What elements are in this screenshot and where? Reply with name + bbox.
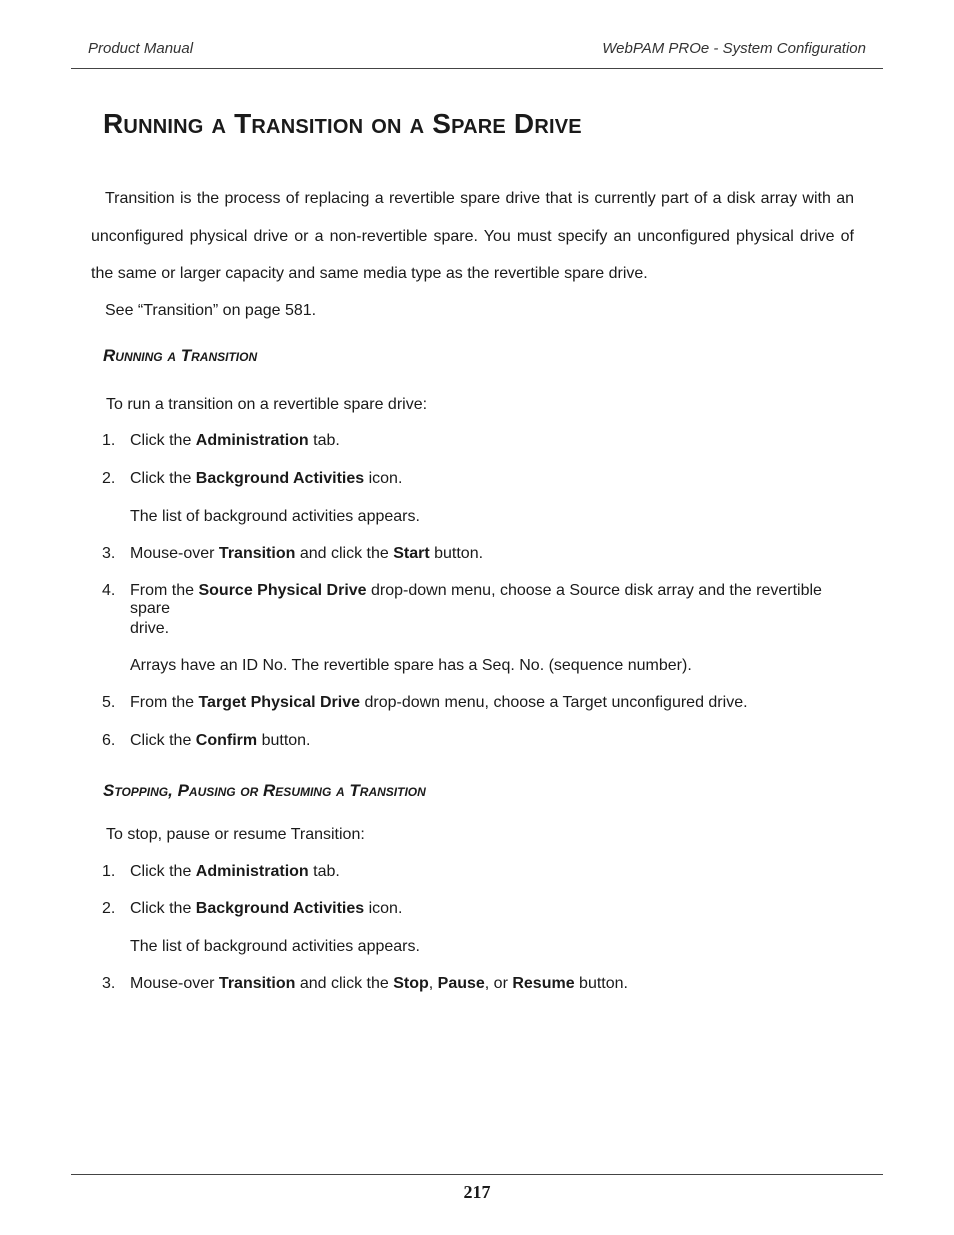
- step-number: 6.: [102, 732, 116, 749]
- step-number: 2.: [102, 470, 116, 487]
- step-text: Click the Confirm button.: [130, 732, 311, 749]
- intro-paragraph: Transition is the process of replacing a revertible spare drive that is currently part of a disk array with an unconfigured physical drive or a non-revertible spare. You must specify an unconfigured physical drive of the same or larger capacity and same media type as the revertible spare drive.: [91, 190, 854, 282]
- step-text: Click the Background Activities icon.: [130, 470, 403, 487]
- step-note: The list of background activities appears.: [130, 508, 420, 525]
- step-number: 3.: [102, 545, 116, 562]
- running-header-left: Product Manual: [88, 40, 194, 57]
- section-heading-stopping: Stopping, Pausing or Resuming a Transition: [103, 781, 426, 800]
- section1-lead: To run a transition on a revertible spare drive:: [106, 396, 428, 413]
- page-title: Running a Transition on a Spare Drive: [103, 108, 582, 139]
- step-note: Arrays have an ID No. The revertible spare has a Seq. No. (sequence number).: [130, 657, 692, 674]
- step-note: The list of background activities appears.: [130, 938, 420, 955]
- step-text: Mouse-over Transition and click the Stop, Pause, or Resume button.: [130, 975, 628, 992]
- step-number: 5.: [102, 694, 116, 711]
- step-continuation: drive.: [130, 620, 170, 637]
- step-text: Click the Administration tab.: [130, 863, 340, 880]
- section2-lead: To stop, pause or resume Transition:: [106, 826, 365, 843]
- step-number: 1.: [102, 432, 116, 449]
- step-text: From the Target Physical Drive drop-down menu, choose a Target unconfigured drive.: [130, 694, 748, 711]
- see-also: See “Transition” on page 581.: [105, 302, 317, 319]
- step-number: 3.: [102, 975, 116, 992]
- step-text: Click the Administration tab.: [130, 432, 340, 449]
- header-rule: [71, 68, 883, 69]
- page-number: 217: [463, 1182, 491, 1202]
- step-text: Mouse-over Transition and click the Start button.: [130, 545, 484, 562]
- step-number: 1.: [102, 863, 116, 880]
- footer-rule: [71, 1174, 883, 1175]
- step-number: 2.: [102, 900, 116, 917]
- section-heading-running: Running a Transition: [103, 346, 258, 365]
- running-header-right: WebPAM PROe - System Configuration: [602, 40, 866, 57]
- step-number: 4.: [102, 582, 116, 599]
- step-text: From the Source Physical Drive drop-down menu, choose a Source disk array and the revertible spare: [130, 582, 822, 617]
- step-text: Click the Background Activities icon.: [130, 900, 403, 917]
